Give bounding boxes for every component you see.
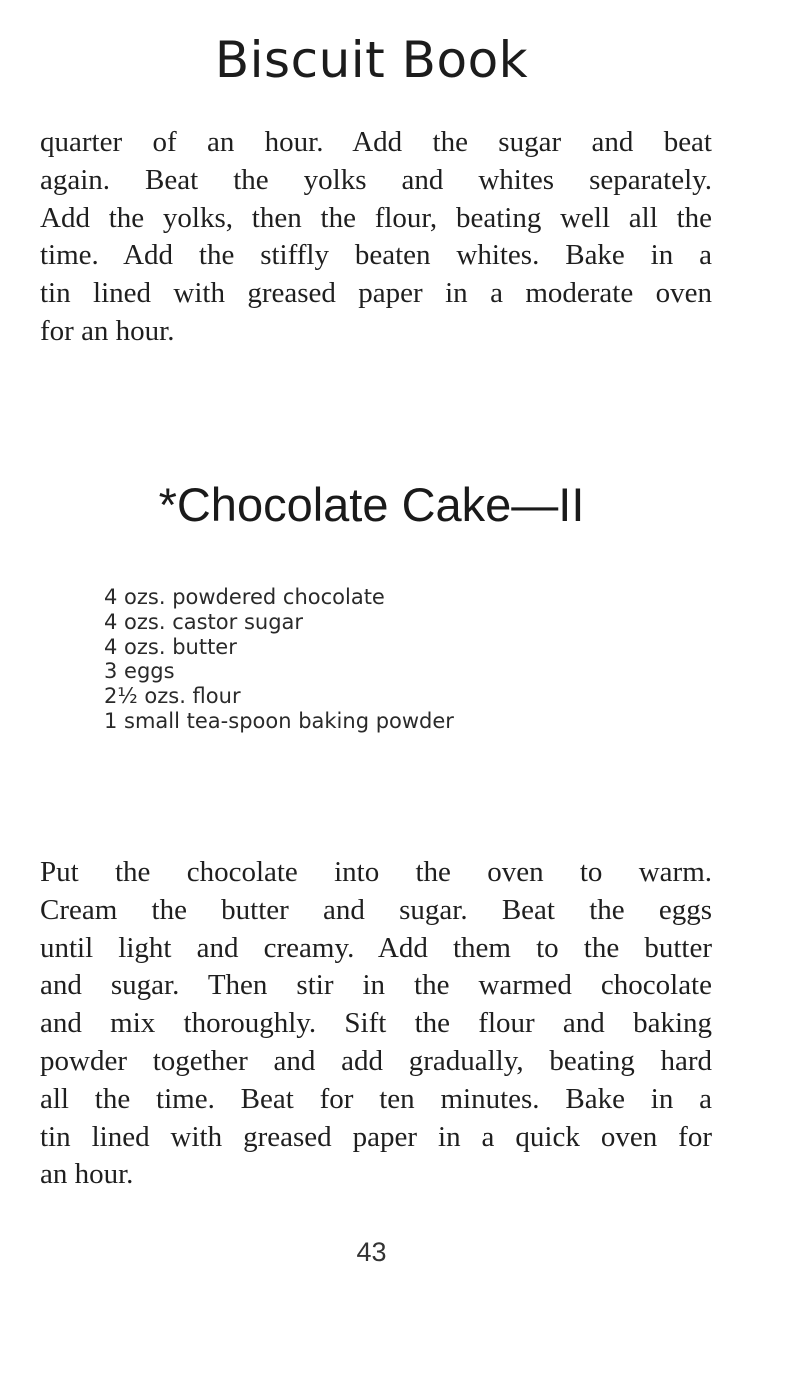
text-line: for an hour. [40,314,175,347]
text-line: tin lined with greased paper in a moderate oven [40,277,712,310]
text-line: powder together and add gradually, beating hard [40,1044,712,1077]
text-line: until light and creamy. Add them to the butter [40,931,712,964]
text-line: Add the yolks, then the flour, beating well all the [40,201,712,234]
ingredient-list [104,585,454,734]
text-line: tin lined with greased paper in a quick oven for [40,1120,712,1153]
ingredient-item: 4 ozs. castor sugar [104,609,304,634]
recipe-title: *Chocolate Cake—II [158,478,585,531]
text-line: an hour. [40,1158,134,1191]
page-number: 43 [356,1237,387,1267]
ingredient-item: 2½ ozs. flour [104,684,241,709]
text-line: again. Beat the yolks and whites separately. [40,163,712,196]
text-line: Cream the butter and sugar. Beat the eggs [40,893,712,926]
method-paragraph [40,854,712,1194]
ingredient-item: 4 ozs. powdered chocolate [104,585,385,609]
text-line: all the time. Beat for ten minutes. Bake in a [40,1082,712,1115]
continued-paragraph [40,124,712,351]
ingredient-item: 1 small tea-spoon baking powder [104,708,454,733]
text-line: Put the chocolate into the oven to warm. [40,856,712,888]
text-line: and sugar. Then stir in the warmed chocolate [40,969,712,1002]
ingredient-item: 3 eggs [104,659,175,684]
text-line: quarter of an hour. Add the sugar and beat [40,126,712,158]
text-line: time. Add the stiffly beaten whites. Bake in a [40,239,712,272]
running-head: Biscuit Book [214,31,529,89]
text-line: and mix thoroughly. Sift the flour and baking [40,1007,712,1040]
ingredient-item: 4 ozs. butter [104,634,237,659]
